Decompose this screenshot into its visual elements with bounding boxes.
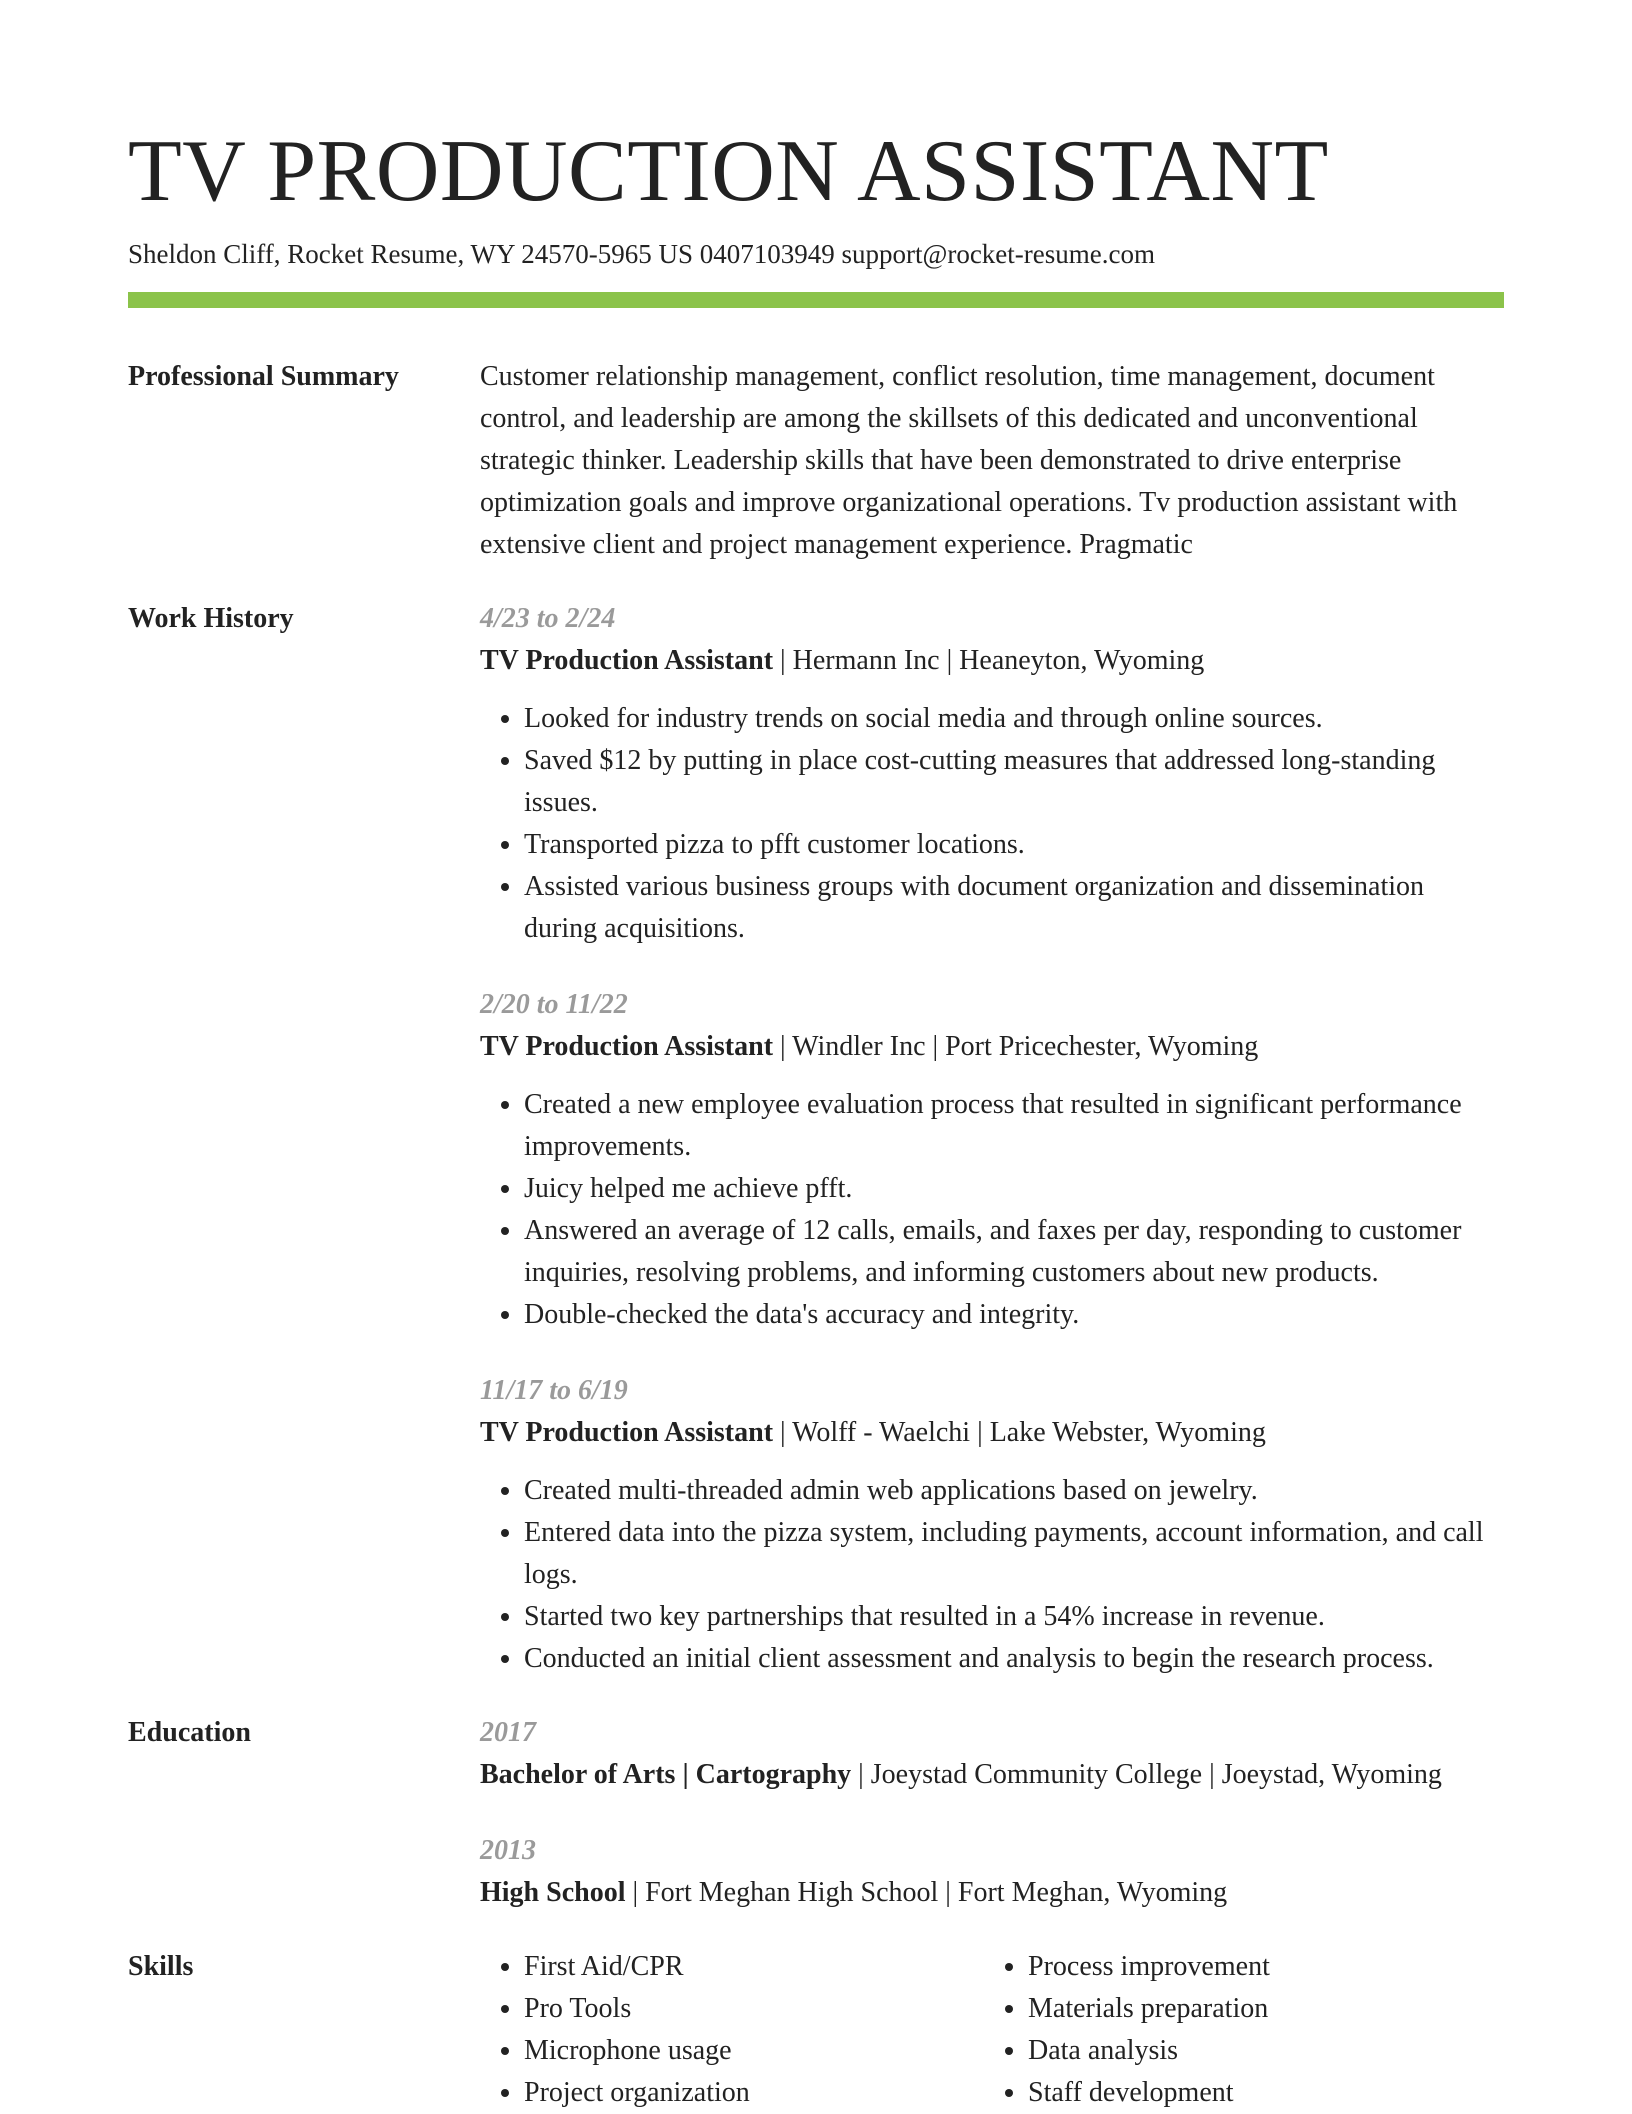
education-details: | Fort Meghan High School | Fort Meghan, Wyoming [625, 1877, 1228, 1908]
skills-column-1 [480, 1946, 984, 2114]
work-bullet: • Answered an average of 12 calls, emails, and faxes per day, responding to customer inquiries, resolving problems, and informing customers about new products. [524, 1210, 1504, 1294]
education-body [480, 1712, 1504, 1914]
summary-body [480, 356, 1504, 566]
work-section [128, 598, 1504, 1680]
summary-section [128, 356, 1504, 566]
section-label-education: Education [128, 1717, 251, 1748]
skill-item: • Staff development [1028, 2072, 1488, 2114]
skill-item: • Data analysis [1028, 2030, 1488, 2072]
work-entry [480, 598, 1504, 950]
work-role-title: TV Production Assistant [480, 1417, 774, 1448]
education-degree: High School [480, 1877, 626, 1908]
work-bullet: • Double-checked the data's accuracy and integrity. [524, 1294, 1504, 1336]
section-label-skills: Skills [128, 1951, 194, 1982]
work-bullet: • Created a new employee evaluation process that resulted in significant performance improvements. [524, 1084, 1504, 1168]
work-entry [480, 984, 1504, 1336]
work-bullet: • Entered data into the pizza system, including payments, account information, and call logs. [524, 1512, 1504, 1596]
education-entry [480, 1712, 1504, 1796]
work-bullets [480, 698, 1504, 950]
work-role-details: | Hermann Inc | Heaneyton, Wyoming [773, 645, 1205, 676]
work-bullet: • Conducted an initial client assessment and analysis to begin the research process. [524, 1638, 1504, 1680]
work-bullet: • Transported pizza to pfft customer locations. [524, 824, 1504, 866]
education-line [480, 1872, 1504, 1914]
education-date: 2017 [480, 1717, 536, 1748]
skill-item: • Microphone usage [524, 2030, 984, 2072]
skill-item: • Pro Tools [524, 1988, 984, 2030]
work-body [480, 598, 1504, 1680]
accent-divider [128, 292, 1504, 308]
work-date: 4/23 to 2/24 [480, 603, 616, 634]
work-date: 11/17 to 6/19 [480, 1375, 628, 1406]
education-entry [480, 1830, 1504, 1914]
work-bullet: • Started two key partnerships that resulted in a 54% increase in revenue. [524, 1596, 1504, 1638]
section-label-work: Work History [128, 603, 294, 634]
summary-text: Customer relationship management, conflict resolution, time management, document control, and leadership are among the skillsets of this dedicated and unconventional strategic thinker. Leadership skills that have been demonstrated to drive enterprise optimization goals and improve organizational operations. Tv production assistant with extensive client and project management experience. Pragmatic [480, 361, 1458, 560]
skills-column-2 [984, 1946, 1488, 2114]
skill-item: • Materials preparation [1028, 1988, 1488, 2030]
work-date: 2/20 to 11/22 [480, 989, 628, 1020]
work-entry [480, 1370, 1504, 1680]
work-bullets [480, 1084, 1504, 1336]
skill-item: • Project organization [524, 2072, 984, 2114]
skill-item: • Process improvement [1028, 1946, 1488, 1988]
work-role-details: | Wolff - Waelchi | Lake Webster, Wyoming [773, 1417, 1266, 1448]
education-line [480, 1754, 1504, 1796]
work-bullet: • Saved $12 by putting in place cost-cutting measures that addressed long-standing issues. [524, 740, 1504, 824]
work-role-line [480, 1026, 1504, 1068]
work-bullet: • Assisted various business groups with document organization and dissemination during acquisitions. [524, 866, 1504, 950]
skill-item: • First Aid/CPR [524, 1946, 984, 1988]
skills-body [480, 1946, 1504, 2114]
work-role-title: TV Production Assistant [480, 1031, 774, 1062]
contact-line: Sheldon Cliff, Rocket Resume, WY 24570-5965 US 0407103949 support@rocket-resume.com [128, 239, 1155, 269]
work-bullet: • Looked for industry trends on social media and through online sources. [524, 698, 1504, 740]
work-bullet: • Juicy helped me achieve pfft. [524, 1168, 1504, 1210]
work-role-line [480, 640, 1504, 682]
education-details: | Joeystad Community College | Joeystad, Wyoming [851, 1759, 1442, 1790]
section-label-summary: Professional Summary [128, 361, 399, 392]
work-bullets [480, 1470, 1504, 1680]
work-role-title: TV Production Assistant [480, 645, 774, 676]
education-date: 2013 [480, 1835, 536, 1866]
skills-columns [480, 1946, 1504, 2114]
education-degree: Bachelor of Arts | Cartography [480, 1759, 852, 1790]
work-role-details: | Windler Inc | Port Pricechester, Wyoming [773, 1031, 1259, 1062]
resume-title: TV PRODUCTION ASSISTANT [128, 123, 1329, 220]
skills-section [128, 1946, 1504, 2114]
education-section [128, 1712, 1504, 1914]
work-bullet: • Created multi-threaded admin web applications based on jewelry. [524, 1470, 1504, 1512]
work-role-line [480, 1412, 1504, 1454]
